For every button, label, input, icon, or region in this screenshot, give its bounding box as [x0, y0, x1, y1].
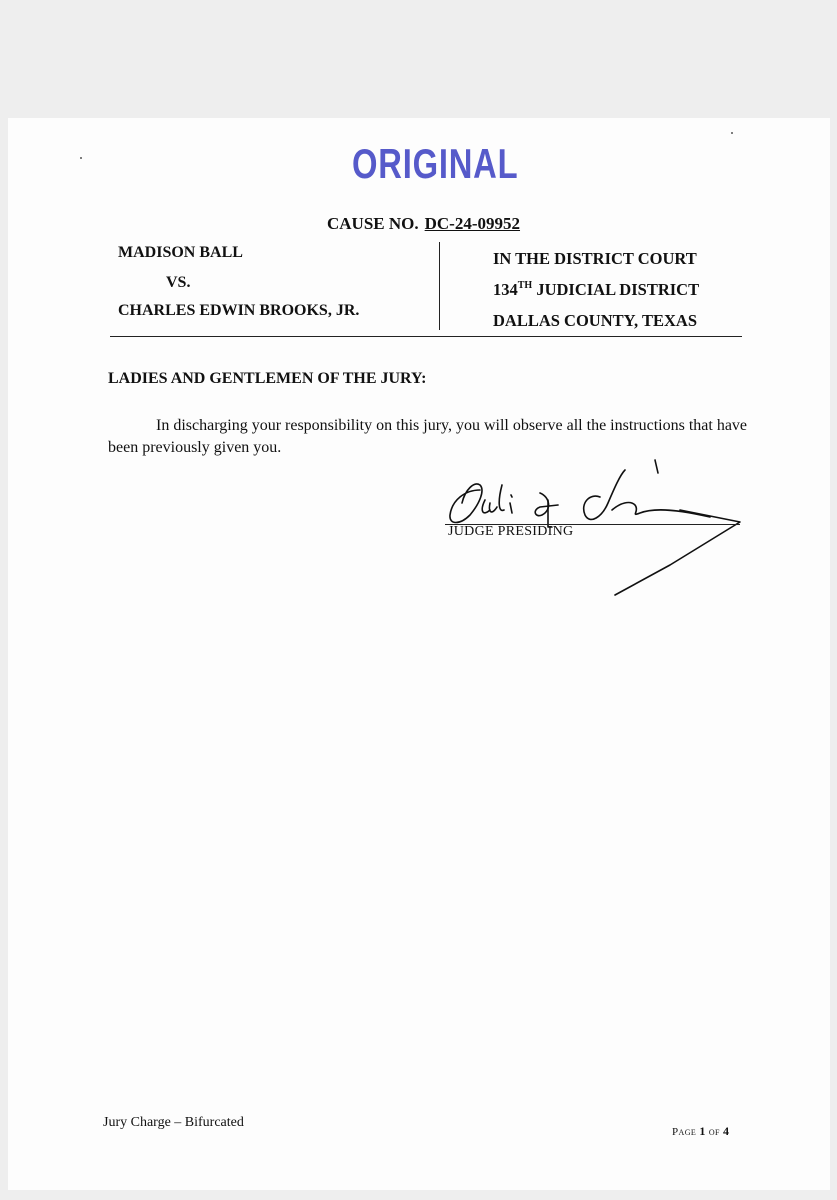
court-name: IN THE DISTRICT COURT — [493, 249, 697, 268]
page-prefix: Page — [672, 1126, 700, 1138]
document-page — [8, 118, 830, 1190]
instruction-paragraph: In discharging your responsibility on this jury, you will observe all the instructions that have been previously given you. — [108, 417, 748, 456]
page-current: 1 — [699, 1124, 706, 1138]
versus-label: VS. — [166, 274, 191, 291]
footer-document-title: Jury Charge – Bifurcated — [103, 1115, 244, 1130]
defendant-name: CHARLES EDWIN BROOKS, JR. — [118, 302, 360, 319]
district-label: JUDICIAL DISTRICT — [532, 280, 700, 299]
page-of: of — [705, 1126, 724, 1138]
district-number: 134 — [493, 280, 518, 299]
district-ordinal: TH — [517, 280, 533, 291]
judicial-district — [493, 280, 699, 300]
page-total: 4 — [723, 1124, 730, 1138]
scan-speck — [731, 132, 733, 134]
caption-rule — [110, 336, 742, 337]
cause-value: DC-24-09952 — [424, 214, 521, 233]
county-state: DALLAS COUNTY, TEXAS — [493, 311, 698, 330]
judge-title: JUDGE PRESIDING — [448, 524, 574, 539]
scan-speck — [80, 157, 82, 159]
plaintiff-name: MADISON BALL — [118, 244, 243, 261]
caption-divider — [439, 242, 440, 330]
original-stamp: ORIGINAL — [352, 140, 519, 187]
page-indicator — [672, 1124, 729, 1139]
cause-number — [327, 214, 520, 234]
cause-label: CAUSE NO. — [327, 214, 419, 233]
jury-heading: LADIES AND GENTLEMEN OF THE JURY: — [108, 370, 427, 387]
